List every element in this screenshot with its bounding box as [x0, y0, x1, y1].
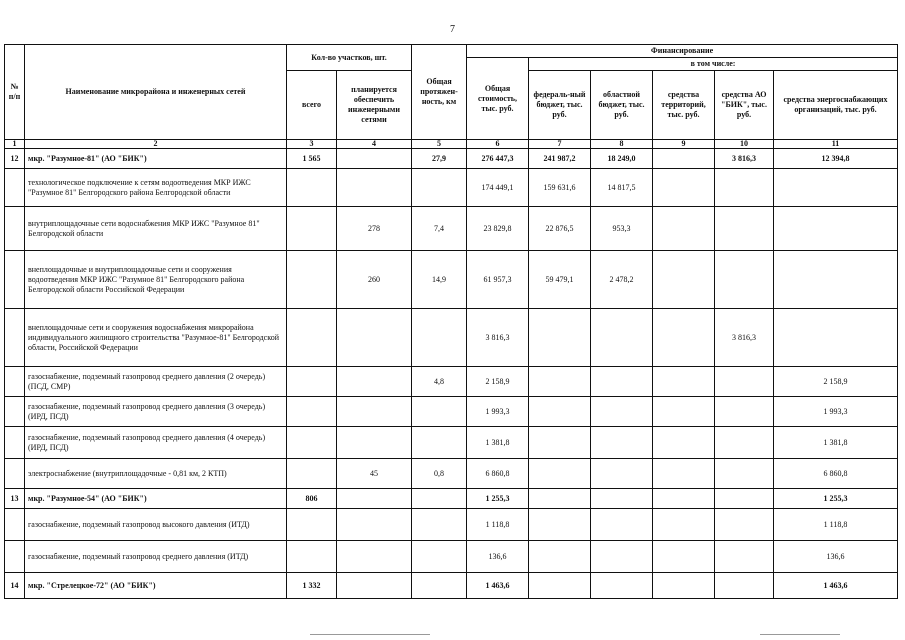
plots-total [287, 169, 337, 207]
length-km: 0,8 [412, 459, 467, 489]
header-including: в том числе: [529, 58, 898, 71]
bik-funds [715, 427, 774, 459]
regional-budget [591, 489, 653, 509]
length-km [412, 397, 467, 427]
table-row [5, 427, 898, 459]
length-km: 14,9 [412, 251, 467, 309]
federal-budget [529, 489, 591, 509]
row-number [5, 367, 25, 397]
federal-budget [529, 367, 591, 397]
territories-funds [653, 459, 715, 489]
territories-funds [653, 251, 715, 309]
territories-funds [653, 207, 715, 251]
row-name: технологическое подключение к сетям водоотведения МКР ИЖС "Разумное 81" Белгородского района Белгородской области [25, 169, 287, 207]
territories-funds [653, 573, 715, 599]
energy-funds: 12 394,8 [774, 149, 898, 169]
energy-funds: 1 463,6 [774, 573, 898, 599]
energy-funds [774, 309, 898, 367]
header-length: Общая протяжен-ность, км [412, 45, 467, 140]
row-name: газоснабжение, подземный газопровод высокого давления (ИТД) [25, 509, 287, 541]
row-number [5, 251, 25, 309]
length-km [412, 573, 467, 599]
column-number: 3 [287, 140, 337, 149]
scan-artifact-line [760, 634, 840, 635]
table-row [5, 489, 898, 509]
row-name: электроснабжение (внутриплощадочные - 0,81 км, 2 КТП) [25, 459, 287, 489]
regional-budget [591, 573, 653, 599]
column-number: 5 [412, 140, 467, 149]
length-km [412, 541, 467, 573]
total-cost: 1 255,3 [467, 489, 529, 509]
total-cost: 2 158,9 [467, 367, 529, 397]
header-total-cost: Общая стоимость, тыс. руб. [467, 58, 529, 140]
regional-budget: 14 817,5 [591, 169, 653, 207]
header-energy: средства энергоснабжающих организаций, тыс. руб. [774, 71, 898, 140]
energy-funds: 2 158,9 [774, 367, 898, 397]
bik-funds [715, 397, 774, 427]
table-row [5, 309, 898, 367]
header-territories: средства территорий, тыс. руб. [653, 71, 715, 140]
territories-funds [653, 541, 715, 573]
bik-funds [715, 251, 774, 309]
length-km [412, 489, 467, 509]
territories-funds [653, 509, 715, 541]
length-km: 7,4 [412, 207, 467, 251]
federal-budget [529, 509, 591, 541]
plots-total [287, 397, 337, 427]
plots-total [287, 459, 337, 489]
plots-planned: 260 [337, 251, 412, 309]
territories-funds [653, 169, 715, 207]
total-cost: 1 381,8 [467, 427, 529, 459]
plots-total [287, 251, 337, 309]
table-row [5, 149, 898, 169]
plots-planned [337, 309, 412, 367]
plots-planned: 45 [337, 459, 412, 489]
row-name: мкр. "Разумное-81" (АО "БИК") [25, 149, 287, 169]
plots-total [287, 207, 337, 251]
total-cost: 61 957,3 [467, 251, 529, 309]
bik-funds [715, 459, 774, 489]
plots-planned [337, 149, 412, 169]
bik-funds [715, 509, 774, 541]
territories-funds [653, 427, 715, 459]
federal-budget [529, 309, 591, 367]
table-row [5, 367, 898, 397]
row-name: газоснабжение, подземный газопровод среднего давления (4 очередь) (ИРД, ПСД) [25, 427, 287, 459]
financing-table [4, 44, 898, 599]
header-bik: средства АО "БИК", тыс. руб. [715, 71, 774, 140]
length-km [412, 509, 467, 541]
table-row [5, 207, 898, 251]
total-cost: 1 463,6 [467, 573, 529, 599]
header-plots: Кол-во участков, шт. [287, 45, 412, 71]
regional-budget [591, 367, 653, 397]
column-number: 4 [337, 140, 412, 149]
length-km [412, 309, 467, 367]
total-cost: 1 118,8 [467, 509, 529, 541]
header-name: Наименование микрорайона и инженерных сетей [25, 45, 287, 140]
plots-planned: 278 [337, 207, 412, 251]
financing-table-sheet [4, 44, 898, 599]
column-number: 10 [715, 140, 774, 149]
federal-budget: 159 631,6 [529, 169, 591, 207]
header-num: № п/п [5, 45, 25, 140]
table-row [5, 169, 898, 207]
length-km [412, 169, 467, 207]
length-km: 4,8 [412, 367, 467, 397]
energy-funds: 6 860,8 [774, 459, 898, 489]
plots-planned [337, 573, 412, 599]
energy-funds [774, 169, 898, 207]
header-plots-total: всего [287, 71, 337, 140]
plots-total [287, 541, 337, 573]
row-number: 14 [5, 573, 25, 599]
header-federal: федераль-ный бюджет, тыс. руб. [529, 71, 591, 140]
total-cost: 23 829,8 [467, 207, 529, 251]
plots-total: 1 565 [287, 149, 337, 169]
length-km: 27,9 [412, 149, 467, 169]
row-name: газоснабжение, подземный газопровод среднего давления (2 очередь) (ПСД, СМР) [25, 367, 287, 397]
energy-funds: 1 118,8 [774, 509, 898, 541]
plots-planned [337, 367, 412, 397]
regional-budget [591, 459, 653, 489]
column-number: 2 [25, 140, 287, 149]
scan-artifact-line [310, 634, 430, 635]
header-regional: областной бюджет, тыс. руб. [591, 71, 653, 140]
row-name: мкр. "Разумное-54" (АО "БИК") [25, 489, 287, 509]
total-cost: 3 816,3 [467, 309, 529, 367]
plots-planned [337, 427, 412, 459]
plots-total [287, 309, 337, 367]
length-km [412, 427, 467, 459]
energy-funds [774, 207, 898, 251]
bik-funds [715, 169, 774, 207]
energy-funds: 1 255,3 [774, 489, 898, 509]
row-number [5, 509, 25, 541]
column-number: 1 [5, 140, 25, 149]
bik-funds [715, 541, 774, 573]
plots-total [287, 367, 337, 397]
energy-funds: 1 381,8 [774, 427, 898, 459]
row-number [5, 207, 25, 251]
row-name: газоснабжение, подземный газопровод среднего давления (ИТД) [25, 541, 287, 573]
federal-budget: 22 876,5 [529, 207, 591, 251]
plots-total: 1 332 [287, 573, 337, 599]
plots-total [287, 509, 337, 541]
total-cost: 276 447,3 [467, 149, 529, 169]
plots-planned [337, 397, 412, 427]
row-name: мкр. "Стрелецкое-72" (АО "БИК") [25, 573, 287, 599]
column-number: 9 [653, 140, 715, 149]
regional-budget [591, 309, 653, 367]
plots-total: 806 [287, 489, 337, 509]
bik-funds [715, 207, 774, 251]
bik-funds [715, 489, 774, 509]
row-number: 13 [5, 489, 25, 509]
row-number [5, 459, 25, 489]
federal-budget [529, 459, 591, 489]
federal-budget [529, 397, 591, 427]
federal-budget [529, 541, 591, 573]
plots-planned [337, 541, 412, 573]
federal-budget: 59 479,1 [529, 251, 591, 309]
table-row [5, 573, 898, 599]
regional-budget [591, 541, 653, 573]
total-cost: 136,6 [467, 541, 529, 573]
energy-funds [774, 251, 898, 309]
plots-planned [337, 489, 412, 509]
total-cost: 6 860,8 [467, 459, 529, 489]
total-cost: 174 449,1 [467, 169, 529, 207]
territories-funds [653, 309, 715, 367]
row-name: внеплощадочные и внутриплощадочные сети и сооружения водоотведения МКР ИЖС "Разумное 81" Белгородского района Белгородской области Российской Федерации [25, 251, 287, 309]
regional-budget [591, 427, 653, 459]
table-row [5, 251, 898, 309]
regional-budget: 18 249,0 [591, 149, 653, 169]
federal-budget [529, 427, 591, 459]
row-number [5, 397, 25, 427]
column-number: 8 [591, 140, 653, 149]
regional-budget: 953,3 [591, 207, 653, 251]
plots-planned [337, 169, 412, 207]
table-row [5, 509, 898, 541]
row-name: внутриплощадочные сети водоснабжения МКР ИЖС "Разумное 81" Белгородской области [25, 207, 287, 251]
column-number: 7 [529, 140, 591, 149]
federal-budget [529, 573, 591, 599]
territories-funds [653, 397, 715, 427]
federal-budget: 241 987,2 [529, 149, 591, 169]
territories-funds [653, 149, 715, 169]
plots-total [287, 427, 337, 459]
page-number: 7 [450, 24, 455, 35]
row-number [5, 541, 25, 573]
energy-funds: 136,6 [774, 541, 898, 573]
regional-budget [591, 397, 653, 427]
energy-funds: 1 993,3 [774, 397, 898, 427]
row-number [5, 309, 25, 367]
column-number: 11 [774, 140, 898, 149]
row-name: внеплощадочные сети и сооружения водоснабжения микрорайона индивидуального жилищного строительства "Разумное-81" Белгородской области, Российской Федерации [25, 309, 287, 367]
bik-funds [715, 573, 774, 599]
table-row [5, 397, 898, 427]
row-number [5, 169, 25, 207]
table-row [5, 541, 898, 573]
plots-planned [337, 509, 412, 541]
regional-budget [591, 509, 653, 541]
row-name: газоснабжение, подземный газопровод среднего давления (3 очередь) (ИРД, ПСД) [25, 397, 287, 427]
row-number: 12 [5, 149, 25, 169]
bik-funds [715, 367, 774, 397]
bik-funds: 3 816,3 [715, 149, 774, 169]
territories-funds [653, 489, 715, 509]
bik-funds: 3 816,3 [715, 309, 774, 367]
header-financing: Финансирование [467, 45, 898, 58]
total-cost: 1 993,3 [467, 397, 529, 427]
regional-budget: 2 478,2 [591, 251, 653, 309]
table-row [5, 459, 898, 489]
row-number [5, 427, 25, 459]
header-plots-planned: планируется обеспечить инженерными сетями [337, 71, 412, 140]
column-number: 6 [467, 140, 529, 149]
territories-funds [653, 367, 715, 397]
